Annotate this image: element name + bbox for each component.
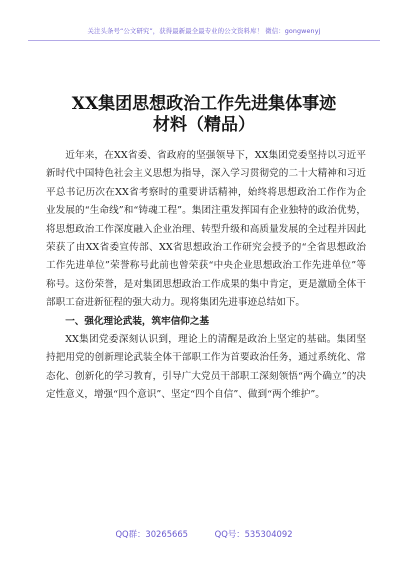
document-title-line-2: 材料（精品） — [153, 115, 255, 135]
header-banner — [0, 0, 408, 56]
document-title — [0, 94, 408, 136]
header-divider — [28, 40, 380, 41]
document-body — [46, 147, 366, 405]
section-heading: 一、强化理论武装，筑牢信仰之基 — [65, 315, 210, 327]
header-banner-text: 关注头条号“公文研究”，获得最新最全最专业的公文资料库！ 微信：gongwenyj — [87, 27, 321, 35]
body-paragraph: XX集团党委深刻认识到，理论上的清醒是政治上坚定的基础。集团坚持把用党的创新理论武装全体干部职工作为首要政治任务，通过系统化、常态化、创新化的学习教育，引导广大党员干部职工深刻领悟“两个确立”的决定性意义，增强“四个意识”、坚定“四个自信”、做到“两个维护”。 — [46, 334, 366, 401]
footer-qq-number: QQ号：535304092 — [214, 529, 293, 539]
document-title-line-1: XX集团思想政治工作先进集体事迹 — [71, 94, 337, 114]
body-paragraph: 近年来，在XX省委、省政府的坚强领导下，XX集团党委坚持以习近平新时代中国特色社会主义思想为指导，深入学习贯彻党的二十大精神和习近平总书记历次在XX省考察时的重要讲话精神，始终将思想政治工作作为企业发展的“生命线”和“铸魂工程”。集团注重发挥国有企业独特的政治优势，将思想政治工作深度融入企业治理、转型升级和高质量发展的全过程并因此荣获了由XX省委宣传部、XX省思想政治工作研究会授予的“全省思想政治工作先进单位”荣誉称号此前也曾荣获“中央企业思想政治工作先进单位”等称号。这份荣誉，是对集团思想政治工作成果的集中肯定，更是激励全体干部职工奋进新征程的强大动力。现将集团先进事迹总结如下。 — [46, 150, 366, 309]
footer-contact — [0, 528, 408, 540]
footer-qq-group: QQ群：30265665 — [115, 529, 189, 539]
